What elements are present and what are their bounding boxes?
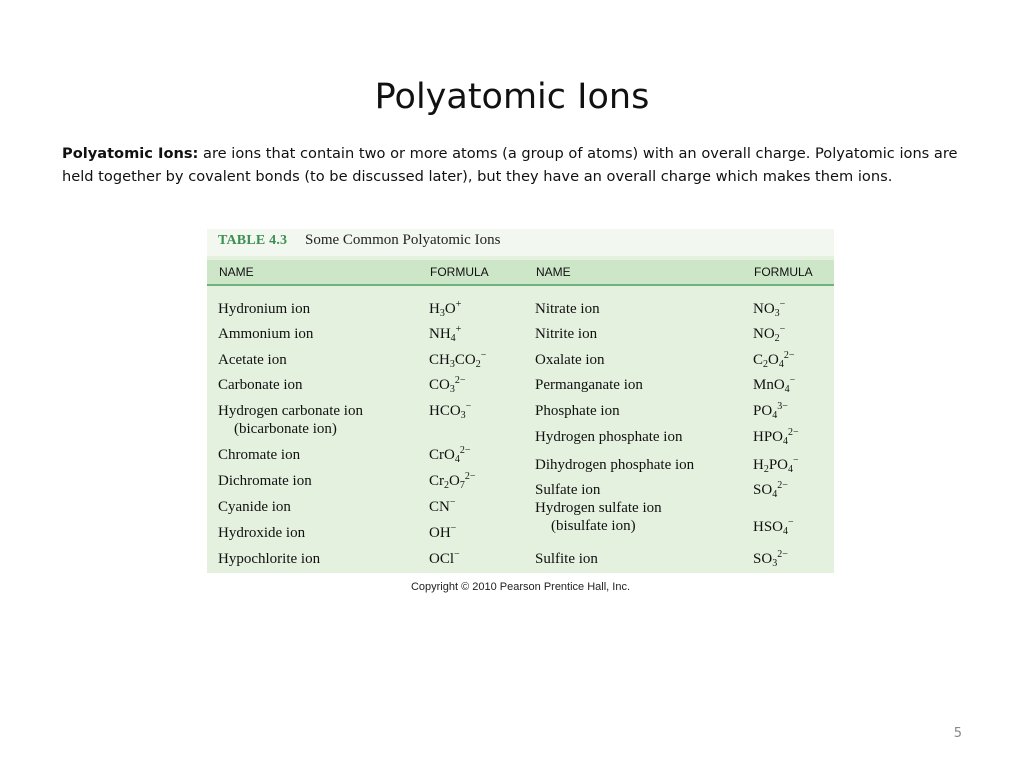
formula-sup: 2− (777, 549, 788, 560)
formula-sub: 4 (772, 410, 778, 421)
formula-sub: 4 (778, 359, 784, 370)
intro-term: Polyatomic Ions: (62, 145, 199, 162)
polyatomic-ions-table (207, 229, 834, 599)
formula-part: OCl (429, 551, 455, 567)
formula-part: Cr (429, 473, 444, 489)
formula-part: O (444, 301, 456, 317)
formula-part: NH (429, 326, 451, 342)
ion-alt-name: (bicarbonate ion) (234, 421, 337, 437)
ion-name-text: Chromate ion (218, 447, 301, 463)
ion-name-left (218, 524, 305, 542)
ion-formula-right (753, 402, 788, 420)
formula-sub: 3 (772, 558, 778, 569)
ion-formula-left (429, 524, 456, 542)
ion-name-left (218, 472, 312, 490)
ion-name-text: Oxalate ion (535, 352, 605, 368)
formula-sub: 4 (783, 526, 789, 537)
formula-part: C (753, 352, 764, 368)
formula-sup: − (779, 299, 786, 310)
slide-title: Polyatomic Ions (374, 77, 650, 117)
intro-paragraph (62, 142, 962, 188)
ion-name-right (535, 300, 600, 318)
formula-part: O (768, 352, 779, 368)
header-formula-left: FORMULA (430, 265, 489, 279)
formula-part: PO (753, 403, 773, 419)
formula-sup: + (455, 299, 462, 310)
formula-sup: + (455, 324, 462, 335)
ion-name-right (535, 481, 600, 499)
formula-sub: 4 (454, 454, 460, 465)
ion-name-text: Hypochlorite ion (218, 551, 321, 567)
formula-sub: 3 (774, 308, 780, 319)
formula-part: SO (753, 482, 773, 498)
ion-name-right (535, 499, 662, 535)
ion-name-text: Hydroxide ion (218, 525, 306, 541)
formula-sup: − (789, 375, 796, 386)
formula-part: SO (753, 551, 773, 567)
formula-part: NO (753, 301, 775, 317)
formula-sub: 4 (772, 489, 778, 500)
formula-sub: 2 (774, 333, 780, 344)
ion-name-text: Hydrogen sulfate ion (535, 500, 662, 516)
formula-part: CO (429, 377, 450, 393)
formula-sup: 2− (783, 350, 795, 361)
formula-sub: 2 (763, 359, 769, 370)
ion-name-left (218, 376, 303, 394)
formula-sup: 2− (788, 427, 799, 438)
ion-formula-right (753, 481, 788, 499)
ion-formula-left (429, 376, 465, 394)
ion-name-right (535, 376, 643, 394)
ion-name-text: Hydronium ion (218, 301, 311, 317)
ion-name-text: Sulfite ion (535, 551, 598, 567)
header-name-left: NAME (219, 265, 254, 279)
ion-formula-left (429, 351, 486, 369)
formula-sub: 4 (788, 464, 794, 475)
ion-formula-right (753, 456, 799, 474)
ion-name-left (218, 402, 363, 438)
ion-name-text: Dichromate ion (218, 473, 312, 489)
ion-name-left (218, 325, 313, 343)
ion-name-right (535, 402, 620, 420)
formula-sup: − (480, 350, 487, 361)
table-header-row (207, 260, 834, 286)
ion-name-left (218, 498, 291, 516)
ion-name-text: Cyanide ion (218, 499, 291, 515)
header-name-right: NAME (536, 265, 571, 279)
ion-name-left (218, 351, 287, 369)
ion-name-left (218, 446, 300, 464)
formula-sub: 4 (784, 384, 790, 395)
ion-formula-left (429, 325, 461, 343)
ion-name-right (535, 456, 694, 474)
page-number: 5 (953, 726, 962, 741)
formula-part: HPO (753, 429, 784, 445)
ion-formula-left (429, 446, 470, 464)
ion-name-right (535, 351, 605, 369)
ion-name-text: Phosphate ion (535, 403, 620, 419)
ion-formula-left (429, 550, 460, 568)
table-title: Some Common Polyatomic Ions (305, 232, 501, 248)
ion-name-text: Ammonium ion (218, 326, 314, 342)
formula-sup: − (793, 455, 799, 466)
formula-sub: 2 (763, 464, 769, 475)
formula-sup: − (450, 523, 457, 534)
formula-part: CN (429, 499, 450, 515)
formula-part: CH (429, 352, 450, 368)
formula-sub: 3 (439, 308, 445, 319)
formula-sub: 4 (450, 333, 456, 344)
formula-sup: − (454, 549, 460, 560)
formula-part: O (449, 473, 460, 489)
formula-part: HSO (753, 519, 784, 535)
ion-name-text: Sulfate ion (535, 482, 601, 498)
formula-sub: 4 (783, 436, 789, 447)
formula-part: H (753, 457, 764, 473)
ion-formula-left (429, 300, 461, 318)
formula-part: CO (454, 352, 476, 368)
formula-part: PO (768, 457, 789, 473)
ion-formula-left (429, 498, 455, 516)
ion-name-text: Nitrite ion (535, 326, 598, 342)
ion-formula-left (429, 402, 471, 420)
ion-name-text: Permanganate ion (535, 377, 643, 393)
table-caption (207, 229, 834, 256)
formula-sup: 2− (454, 375, 466, 386)
ion-name-left (218, 550, 320, 568)
formula-sup: − (465, 401, 472, 412)
intro-text: are ions that contain two or more atoms (a group of atoms) with an overall charge. Polyatomic ions are held together by covalent bonds (to be discussed later), but they have an overall charge which makes them ions. (62, 145, 958, 185)
ion-formula-right (753, 428, 799, 446)
formula-sub: 3 (449, 384, 455, 395)
formula-sub: 3 (449, 359, 455, 370)
ion-formula-left (429, 472, 475, 490)
ion-formula-right (753, 518, 794, 536)
ion-formula-right (753, 376, 795, 394)
ion-name-text: Carbonate ion (218, 377, 303, 393)
formula-part: HCO (429, 403, 461, 419)
formula-sub: 2 (444, 480, 449, 491)
ion-name-text: Acetate ion (218, 352, 287, 368)
formula-sup: 2− (464, 471, 476, 482)
ion-name-left (218, 300, 310, 318)
formula-part: NO (753, 326, 775, 342)
formula-part: CrO (429, 447, 455, 463)
formula-part: MnO (753, 377, 785, 393)
formula-part: H (429, 301, 440, 317)
table-number: TABLE 4.3 (218, 233, 288, 248)
formula-sub: 7 (459, 480, 465, 491)
formula-sub: 2 (475, 359, 481, 370)
formula-sup: − (779, 324, 786, 335)
ion-name-text: Hydrogen phosphate ion (535, 429, 683, 445)
formula-part: OH (429, 525, 451, 541)
ion-name-right (535, 550, 598, 568)
copyright-footer (207, 573, 834, 599)
ion-name-text: Hydrogen carbonate ion (218, 403, 363, 419)
formula-sup: 3− (777, 401, 788, 412)
formula-sup: − (788, 517, 794, 528)
ion-formula-right (753, 325, 785, 343)
formula-sub: 3 (460, 410, 466, 421)
ion-formula-right (753, 300, 785, 318)
formula-sup: 2− (459, 445, 471, 456)
copyright-text: Copyright © 2010 Pearson Prentice Hall, Inc. (410, 581, 631, 593)
ion-alt-name: (bisulfate ion) (551, 518, 636, 534)
ion-formula-right (753, 351, 795, 369)
formula-sup: − (449, 497, 456, 508)
ion-name-right (535, 428, 682, 446)
ion-name-text: Nitrate ion (535, 301, 600, 317)
header-formula-right: FORMULA (754, 265, 813, 279)
formula-sup: 2− (777, 480, 788, 491)
ion-name-right (535, 325, 597, 343)
ion-formula-right (753, 550, 788, 568)
ion-name-text: Dihydrogen phosphate ion (535, 457, 695, 473)
